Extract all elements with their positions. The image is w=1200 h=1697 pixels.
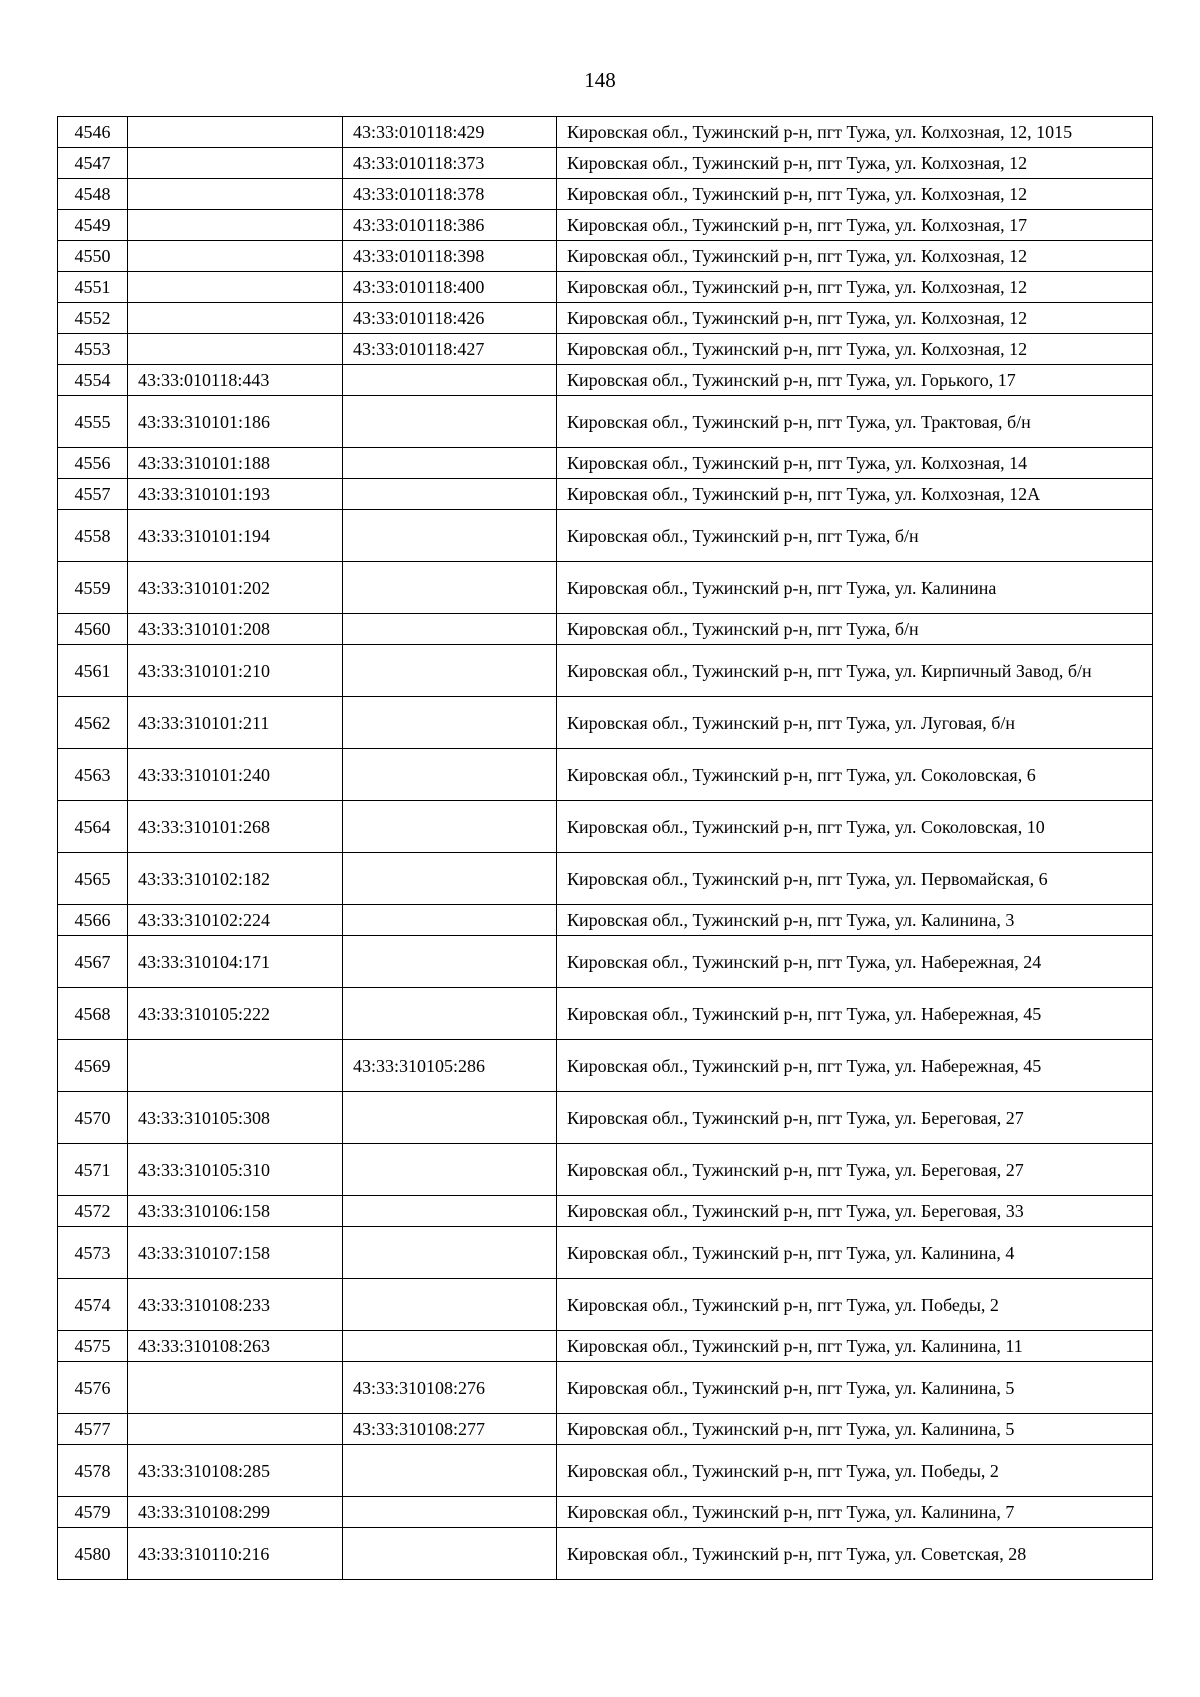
address: Кировская обл., Тужинский р-н, пгт Тужа, ул. Советская, 28 <box>557 1528 1153 1580</box>
cadastral-number: 43:33:310101:210 <box>128 645 343 697</box>
address: Кировская обл., Тужинский р-н, пгт Тужа, ул. Колхозная, 12 <box>557 272 1153 303</box>
address: Кировская обл., Тужинский р-н, пгт Тужа, б/н <box>557 510 1153 562</box>
table-row <box>58 1445 1153 1497</box>
parent-cadastral-number <box>343 1196 557 1227</box>
row-number: 4579 <box>58 1497 128 1528</box>
row-number: 4565 <box>58 853 128 905</box>
parent-cadastral-number <box>343 1445 557 1497</box>
address: Кировская обл., Тужинский р-н, пгт Тужа, ул. Победы, 2 <box>557 1445 1153 1497</box>
row-number: 4566 <box>58 905 128 936</box>
table-row <box>58 365 1153 396</box>
row-number: 4560 <box>58 614 128 645</box>
table-row <box>58 210 1153 241</box>
table-row <box>58 1414 1153 1445</box>
row-number: 4563 <box>58 749 128 801</box>
address: Кировская обл., Тужинский р-н, пгт Тужа, ул. Колхозная, 12 <box>557 148 1153 179</box>
row-number: 4568 <box>58 988 128 1040</box>
address: Кировская обл., Тужинский р-н, пгт Тужа, ул. Колхозная, 12 <box>557 179 1153 210</box>
parent-cadastral-number <box>343 905 557 936</box>
parent-cadastral-number <box>343 1497 557 1528</box>
table-row <box>58 853 1153 905</box>
parent-cadastral-number <box>343 448 557 479</box>
address: Кировская обл., Тужинский р-н, пгт Тужа, ул. Калинина, 5 <box>557 1362 1153 1414</box>
address: Кировская обл., Тужинский р-н, пгт Тужа, ул. Колхозная, 12 <box>557 334 1153 365</box>
table-row <box>58 1196 1153 1227</box>
cadastral-number: 43:33:310108:285 <box>128 1445 343 1497</box>
parent-cadastral-number <box>343 749 557 801</box>
address: Кировская обл., Тужинский р-н, пгт Тужа, ул. Луговая, б/н <box>557 697 1153 749</box>
cadastral-number <box>128 1040 343 1092</box>
parent-cadastral-number <box>343 1227 557 1279</box>
cadastral-number <box>128 1362 343 1414</box>
address: Кировская обл., Тужинский р-н, пгт Тужа, ул. Береговая, 27 <box>557 1092 1153 1144</box>
table-row <box>58 272 1153 303</box>
row-number: 4571 <box>58 1144 128 1196</box>
row-number: 4569 <box>58 1040 128 1092</box>
row-number: 4564 <box>58 801 128 853</box>
address: Кировская обл., Тужинский р-н, пгт Тужа, ул. Калинина, 4 <box>557 1227 1153 1279</box>
address: Кировская обл., Тужинский р-н, пгт Тужа, ул. Калинина, 3 <box>557 905 1153 936</box>
table-row <box>58 1331 1153 1362</box>
parent-cadastral-number <box>343 479 557 510</box>
cadastral-number <box>128 334 343 365</box>
address: Кировская обл., Тужинский р-н, пгт Тужа, ул. Колхозная, 12А <box>557 479 1153 510</box>
registry-table <box>57 116 1153 1580</box>
parent-cadastral-number: 43:33:010118:426 <box>343 303 557 334</box>
parent-cadastral-number: 43:33:010118:373 <box>343 148 557 179</box>
cadastral-number <box>128 210 343 241</box>
table-row <box>58 448 1153 479</box>
row-number: 4576 <box>58 1362 128 1414</box>
row-number: 4555 <box>58 396 128 448</box>
parent-cadastral-number <box>343 510 557 562</box>
parent-cadastral-number <box>343 1144 557 1196</box>
parent-cadastral-number: 43:33:010118:429 <box>343 117 557 148</box>
address: Кировская обл., Тужинский р-н, пгт Тужа, ул. Колхозная, 12 <box>557 303 1153 334</box>
cadastral-number <box>128 117 343 148</box>
table-row <box>58 1279 1153 1331</box>
row-number: 4556 <box>58 448 128 479</box>
address: Кировская обл., Тужинский р-н, пгт Тужа, ул. Колхозная, 12, 1015 <box>557 117 1153 148</box>
row-number: 4577 <box>58 1414 128 1445</box>
row-number: 4570 <box>58 1092 128 1144</box>
parent-cadastral-number <box>343 853 557 905</box>
row-number: 4551 <box>58 272 128 303</box>
table-row <box>58 1528 1153 1580</box>
table-row <box>58 396 1153 448</box>
parent-cadastral-number: 43:33:310108:277 <box>343 1414 557 1445</box>
cadastral-number: 43:33:310108:233 <box>128 1279 343 1331</box>
row-number: 4574 <box>58 1279 128 1331</box>
address: Кировская обл., Тужинский р-н, пгт Тужа, ул. Победы, 2 <box>557 1279 1153 1331</box>
table-row <box>58 562 1153 614</box>
parent-cadastral-number: 43:33:010118:400 <box>343 272 557 303</box>
cadastral-number: 43:33:310101:188 <box>128 448 343 479</box>
cadastral-number: 43:33:310101:193 <box>128 479 343 510</box>
cadastral-number: 43:33:310108:299 <box>128 1497 343 1528</box>
table-row <box>58 645 1153 697</box>
table-row <box>58 988 1153 1040</box>
row-number: 4558 <box>58 510 128 562</box>
table-row <box>58 241 1153 272</box>
cadastral-number: 43:33:310106:158 <box>128 1196 343 1227</box>
table-row <box>58 479 1153 510</box>
address: Кировская обл., Тужинский р-н, пгт Тужа, ул. Кирпичный Завод, б/н <box>557 645 1153 697</box>
parent-cadastral-number <box>343 1092 557 1144</box>
cadastral-number: 43:33:310105:222 <box>128 988 343 1040</box>
address: Кировская обл., Тужинский р-н, пгт Тужа, ул. Набережная, 45 <box>557 1040 1153 1092</box>
row-number: 4573 <box>58 1227 128 1279</box>
cadastral-number: 43:33:310101:240 <box>128 749 343 801</box>
table-row <box>58 1092 1153 1144</box>
address: Кировская обл., Тужинский р-н, пгт Тужа, ул. Колхозная, 12 <box>557 241 1153 272</box>
address: Кировская обл., Тужинский р-н, пгт Тужа, ул. Соколовская, 6 <box>557 749 1153 801</box>
parent-cadastral-number <box>343 645 557 697</box>
row-number: 4554 <box>58 365 128 396</box>
parent-cadastral-number <box>343 1279 557 1331</box>
table-row <box>58 936 1153 988</box>
row-number: 4553 <box>58 334 128 365</box>
address: Кировская обл., Тужинский р-н, пгт Тужа, ул. Калинина, 11 <box>557 1331 1153 1362</box>
cadastral-number: 43:33:310101:186 <box>128 396 343 448</box>
cadastral-number <box>128 179 343 210</box>
cadastral-number: 43:33:310101:194 <box>128 510 343 562</box>
cadastral-number: 43:33:310105:308 <box>128 1092 343 1144</box>
parent-cadastral-number <box>343 562 557 614</box>
address: Кировская обл., Тужинский р-н, пгт Тужа, ул. Колхозная, 17 <box>557 210 1153 241</box>
row-number: 4549 <box>58 210 128 241</box>
row-number: 4567 <box>58 936 128 988</box>
table-row <box>58 1362 1153 1414</box>
address: Кировская обл., Тужинский р-н, пгт Тужа, ул. Соколовская, 10 <box>557 801 1153 853</box>
address: Кировская обл., Тужинский р-н, пгт Тужа, б/н <box>557 614 1153 645</box>
row-number: 4557 <box>58 479 128 510</box>
row-number: 4559 <box>58 562 128 614</box>
row-number: 4550 <box>58 241 128 272</box>
table-row <box>58 1144 1153 1196</box>
table-row <box>58 905 1153 936</box>
table-row <box>58 1497 1153 1528</box>
parent-cadastral-number <box>343 614 557 645</box>
cadastral-number: 43:33:310107:158 <box>128 1227 343 1279</box>
cadastral-number: 43:33:310101:268 <box>128 801 343 853</box>
row-number: 4580 <box>58 1528 128 1580</box>
table-row <box>58 697 1153 749</box>
address: Кировская обл., Тужинский р-н, пгт Тужа, ул. Береговая, 33 <box>557 1196 1153 1227</box>
address: Кировская обл., Тужинский р-н, пгт Тужа, ул. Набережная, 45 <box>557 988 1153 1040</box>
row-number: 4548 <box>58 179 128 210</box>
address: Кировская обл., Тужинский р-н, пгт Тужа, ул. Калинина <box>557 562 1153 614</box>
address: Кировская обл., Тужинский р-н, пгт Тужа, ул. Горького, 17 <box>557 365 1153 396</box>
cadastral-number: 43:33:310101:211 <box>128 697 343 749</box>
cadastral-number: 43:33:310108:263 <box>128 1331 343 1362</box>
table-row <box>58 179 1153 210</box>
parent-cadastral-number <box>343 365 557 396</box>
address: Кировская обл., Тужинский р-н, пгт Тужа, ул. Калинина, 7 <box>557 1497 1153 1528</box>
table-row <box>58 334 1153 365</box>
parent-cadastral-number: 43:33:010118:378 <box>343 179 557 210</box>
row-number: 4578 <box>58 1445 128 1497</box>
cadastral-number: 43:33:310102:224 <box>128 905 343 936</box>
table-row <box>58 801 1153 853</box>
cadastral-number <box>128 1414 343 1445</box>
parent-cadastral-number: 43:33:010118:398 <box>343 241 557 272</box>
cadastral-number <box>128 241 343 272</box>
parent-cadastral-number <box>343 801 557 853</box>
row-number: 4575 <box>58 1331 128 1362</box>
cadastral-number <box>128 148 343 179</box>
row-number: 4552 <box>58 303 128 334</box>
table-row <box>58 510 1153 562</box>
row-number: 4561 <box>58 645 128 697</box>
parent-cadastral-number: 43:33:310108:276 <box>343 1362 557 1414</box>
table-row <box>58 614 1153 645</box>
cadastral-number: 43:33:310101:202 <box>128 562 343 614</box>
address: Кировская обл., Тужинский р-н, пгт Тужа, ул. Первомайская, 6 <box>557 853 1153 905</box>
parent-cadastral-number <box>343 988 557 1040</box>
cadastral-number: 43:33:310101:208 <box>128 614 343 645</box>
address: Кировская обл., Тужинский р-н, пгт Тужа, ул. Береговая, 27 <box>557 1144 1153 1196</box>
table-row <box>58 303 1153 334</box>
parent-cadastral-number <box>343 1331 557 1362</box>
parent-cadastral-number: 43:33:010118:386 <box>343 210 557 241</box>
address: Кировская обл., Тужинский р-н, пгт Тужа, ул. Трактовая, б/н <box>557 396 1153 448</box>
parent-cadastral-number: 43:33:010118:427 <box>343 334 557 365</box>
address: Кировская обл., Тужинский р-н, пгт Тужа, ул. Колхозная, 14 <box>557 448 1153 479</box>
table-row <box>58 749 1153 801</box>
row-number: 4546 <box>58 117 128 148</box>
table-row <box>58 1227 1153 1279</box>
table-row <box>58 1040 1153 1092</box>
parent-cadastral-number <box>343 936 557 988</box>
address: Кировская обл., Тужинский р-н, пгт Тужа, ул. Калинина, 5 <box>557 1414 1153 1445</box>
row-number: 4562 <box>58 697 128 749</box>
row-number: 4572 <box>58 1196 128 1227</box>
parent-cadastral-number <box>343 697 557 749</box>
row-number: 4547 <box>58 148 128 179</box>
page-number: 148 <box>584 68 616 92</box>
cadastral-number: 43:33:010118:443 <box>128 365 343 396</box>
table-row <box>58 148 1153 179</box>
cadastral-number: 43:33:310104:171 <box>128 936 343 988</box>
cadastral-number: 43:33:310102:182 <box>128 853 343 905</box>
cadastral-number <box>128 272 343 303</box>
parent-cadastral-number: 43:33:310105:286 <box>343 1040 557 1092</box>
parent-cadastral-number <box>343 396 557 448</box>
parent-cadastral-number <box>343 1528 557 1580</box>
address: Кировская обл., Тужинский р-н, пгт Тужа, ул. Набережная, 24 <box>557 936 1153 988</box>
table-row <box>58 117 1153 148</box>
cadastral-number: 43:33:310110:216 <box>128 1528 343 1580</box>
cadastral-number <box>128 303 343 334</box>
cadastral-number: 43:33:310105:310 <box>128 1144 343 1196</box>
